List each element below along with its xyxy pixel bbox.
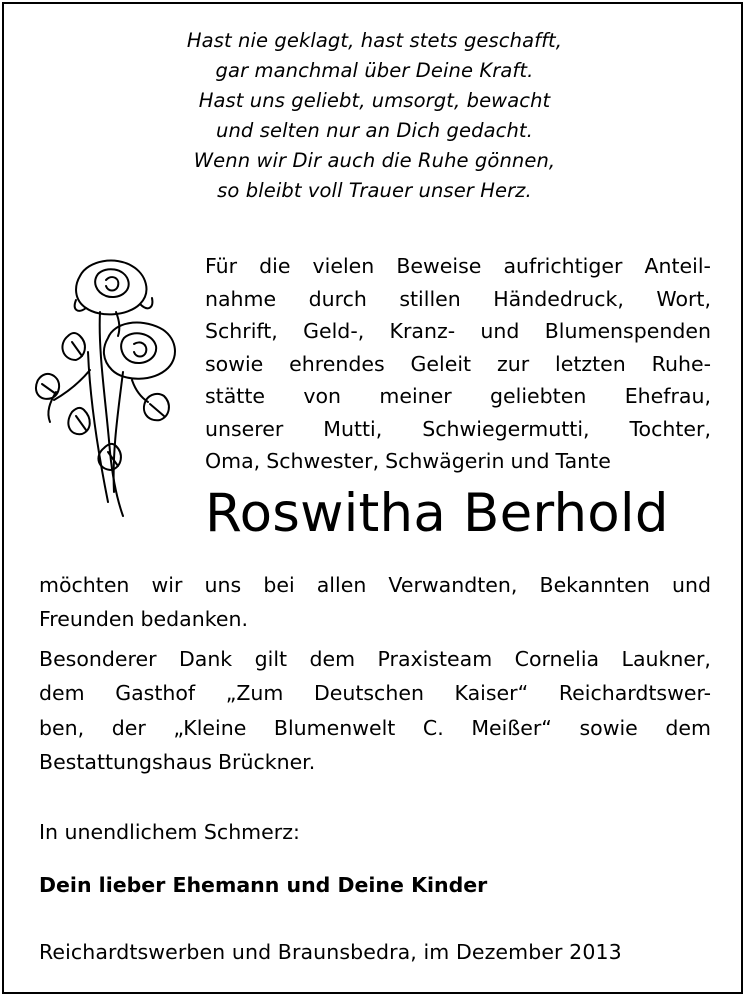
word: und bbox=[510, 449, 550, 473]
word: Bestattungshaus bbox=[39, 749, 212, 774]
word: ben, bbox=[39, 715, 85, 740]
word: Gasthof bbox=[115, 681, 196, 706]
word: Reichardtswer- bbox=[558, 681, 711, 706]
word: Deutschen bbox=[313, 681, 424, 706]
word: meiner bbox=[379, 384, 452, 408]
word: und bbox=[672, 573, 711, 597]
body-line bbox=[39, 711, 711, 745]
poem-line: Hast nie geklagt, hast stets geschafft, bbox=[186, 29, 563, 52]
word: Meißer“ bbox=[471, 715, 552, 740]
word: von bbox=[303, 384, 341, 408]
word: vielen bbox=[312, 254, 375, 278]
word: ehrendes bbox=[289, 351, 385, 376]
word: Schwiegermutti, bbox=[422, 416, 590, 441]
deceased-name: Roswitha Berhold bbox=[205, 483, 669, 544]
body-line bbox=[39, 642, 711, 676]
word: dem bbox=[665, 715, 711, 740]
rose-icon bbox=[28, 252, 188, 520]
word: Anteil- bbox=[644, 254, 711, 278]
word: Brückner. bbox=[217, 749, 316, 774]
word: Blumenwelt bbox=[273, 715, 396, 740]
poem-line: und selten nur an Dich gedacht. bbox=[216, 119, 533, 142]
word: uns bbox=[204, 573, 242, 597]
word: Freunden bbox=[39, 607, 135, 632]
word: dem bbox=[39, 681, 85, 706]
word: Kaiser“ bbox=[454, 681, 529, 706]
word: Ruhe- bbox=[651, 351, 711, 376]
word: Schwägerin bbox=[385, 449, 505, 473]
body-line bbox=[39, 568, 711, 602]
word: Beweise bbox=[396, 254, 482, 278]
body-line bbox=[39, 602, 711, 636]
word: Dank bbox=[178, 647, 233, 671]
thanks-line bbox=[205, 283, 711, 316]
word: Blumenspenden bbox=[544, 319, 711, 343]
word: die bbox=[259, 254, 291, 278]
poem-line: so bleibt voll Trauer unser Herz. bbox=[217, 179, 532, 202]
word: Mutti, bbox=[323, 416, 383, 441]
word: Besonderer bbox=[39, 647, 157, 671]
thanks-line bbox=[205, 413, 711, 446]
word: letzten bbox=[555, 351, 626, 376]
word: Geld-, bbox=[303, 319, 365, 343]
signers: Dein lieber Ehemann und Deine Kinder bbox=[39, 873, 488, 897]
word: der bbox=[111, 715, 146, 740]
thanks-line bbox=[205, 348, 711, 381]
word: „Zum bbox=[225, 681, 284, 706]
special-thanks-paragraph bbox=[39, 642, 711, 779]
word: möchten bbox=[39, 573, 130, 597]
word: Schwester, bbox=[266, 449, 380, 473]
thanks-line bbox=[205, 315, 711, 348]
word: aufrichtiger bbox=[503, 254, 623, 278]
word: Verwandten, bbox=[388, 573, 518, 597]
acknowledgement-paragraph bbox=[39, 568, 711, 637]
word: C. bbox=[422, 715, 444, 740]
word: Wort, bbox=[656, 286, 711, 311]
word: Tochter, bbox=[629, 416, 711, 441]
word: unserer bbox=[205, 416, 284, 441]
thanks-line bbox=[205, 380, 711, 413]
word: Geleit bbox=[410, 351, 472, 376]
word: Schrift, bbox=[205, 319, 278, 343]
word: dem bbox=[309, 647, 356, 671]
word: stillen bbox=[399, 286, 461, 311]
word: allen bbox=[316, 573, 367, 597]
poem-line: gar manchmal über Deine Kraft. bbox=[215, 59, 534, 82]
word: Laukner, bbox=[621, 647, 711, 671]
word: durch bbox=[308, 286, 367, 311]
closing-phrase: In unendlichem Schmerz: bbox=[39, 820, 300, 844]
word: bedanken. bbox=[140, 607, 248, 632]
poem-line: Wenn wir Dir auch die Ruhe gönnen, bbox=[193, 149, 556, 172]
word: wir bbox=[151, 573, 183, 597]
word: gilt bbox=[254, 647, 288, 671]
word: zur bbox=[496, 351, 530, 376]
word: Praxisteam bbox=[377, 647, 493, 671]
thanks-paragraph bbox=[205, 250, 711, 478]
word: sowie bbox=[579, 715, 638, 740]
word: sowie bbox=[205, 351, 264, 376]
word: bei bbox=[263, 573, 295, 597]
word: Händedruck, bbox=[493, 286, 624, 311]
word: Bekannten bbox=[539, 573, 650, 597]
word: Tante bbox=[555, 449, 611, 473]
body-line bbox=[39, 676, 711, 710]
word: Für bbox=[205, 254, 238, 278]
poem bbox=[0, 26, 749, 206]
word: und bbox=[480, 319, 520, 343]
word: geliebten bbox=[490, 384, 587, 408]
body-line bbox=[39, 745, 711, 779]
word: nahme bbox=[205, 286, 277, 311]
poem-line: Hast uns geliebt, umsorgt, bewacht bbox=[198, 89, 551, 112]
word: Ehefrau, bbox=[624, 384, 711, 408]
word: „Kleine bbox=[173, 715, 247, 740]
word: Oma, bbox=[205, 449, 261, 473]
thanks-line bbox=[205, 250, 711, 283]
thanks-line bbox=[205, 445, 711, 478]
place-and-date: Reichardtswerben und Braunsbedra, im Dezember 2013 bbox=[39, 940, 622, 964]
word: Kranz- bbox=[389, 319, 456, 343]
word: Cornelia bbox=[514, 647, 600, 671]
word: stätte bbox=[205, 384, 265, 408]
